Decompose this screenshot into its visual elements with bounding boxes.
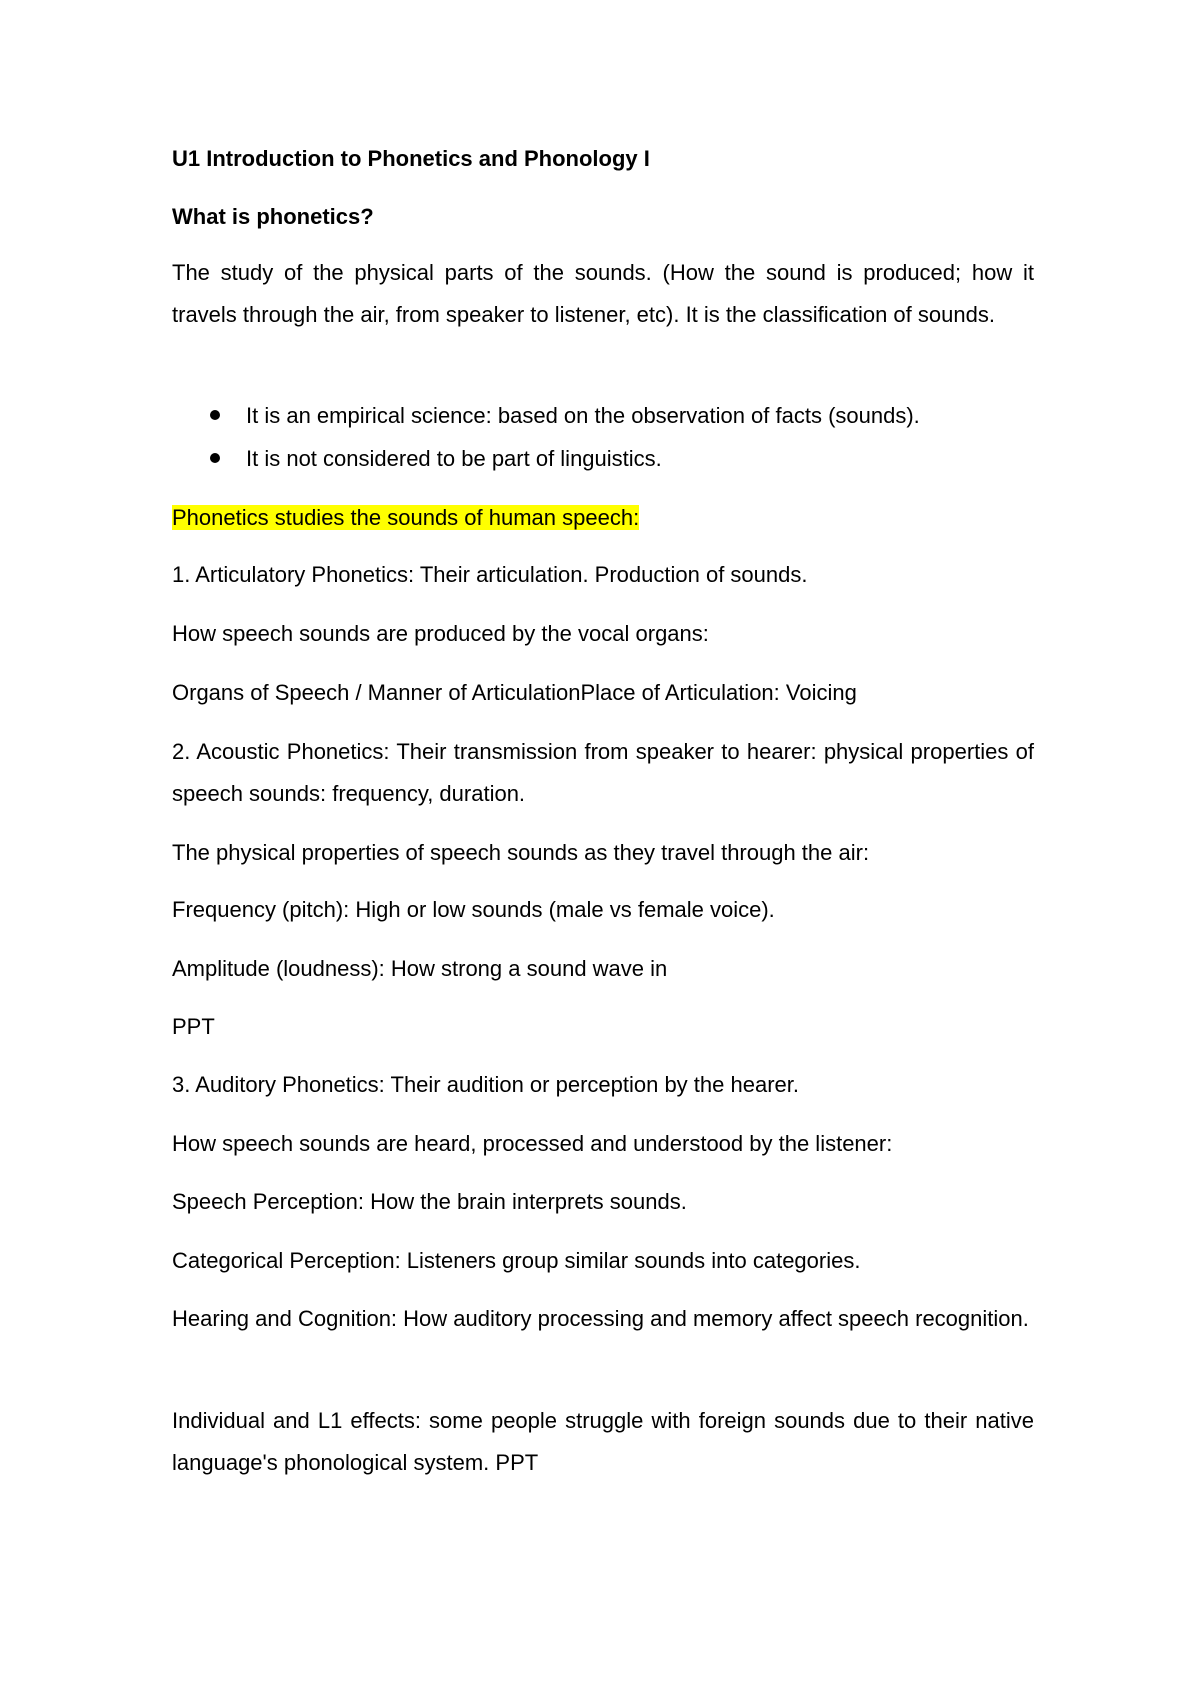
acoustic-line: Frequency (pitch): High or low sounds (male vs female voice).: [172, 897, 775, 922]
acoustic-line: The physical properties of speech sounds as they travel through the air:: [172, 840, 870, 865]
auditory-line: How speech sounds are heard, processed and understood by the listener:: [172, 1131, 893, 1156]
articulatory-line: How speech sounds are produced by the vocal organs:: [172, 621, 709, 646]
highlighted-heading: [172, 497, 1034, 539]
document-title: U1 Introduction to Phonetics and Phonology I: [172, 146, 650, 171]
bullet-text: It is an empirical science: based on the observation of facts (sounds).: [246, 403, 920, 428]
bullet-icon: [210, 410, 220, 420]
acoustic-line: PPT: [172, 1014, 215, 1039]
section-question: What is phonetics?: [172, 204, 374, 229]
acoustic-line: Amplitude (loudness): How strong a sound wave in: [172, 956, 668, 981]
highlight-text: Phonetics studies the sounds of human speech:: [172, 505, 640, 530]
auditory-line: Speech Perception: How the brain interprets sounds.: [172, 1189, 687, 1214]
acoustic-heading: 2. Acoustic Phonetics: Their transmission from speaker to hearer: physical properties of speech sounds: frequency, duration.: [172, 739, 1034, 806]
bullet-icon: [210, 453, 220, 463]
articulatory-heading: 1. Articulatory Phonetics: Their articulation. Production of sounds.: [172, 562, 808, 587]
auditory-paragraph: Individual and L1 effects: some people struggle with foreign sounds due to their native language's phonological system. PPT: [172, 1408, 1034, 1475]
articulatory-line: Organs of Speech / Manner of ArticulationPlace of Articulation: Voicing: [172, 680, 857, 705]
auditory-paragraph: Hearing and Cognition: How auditory processing and memory affect speech recognition.: [172, 1306, 1029, 1331]
intro-paragraph: The study of the physical parts of the sounds. (How the sound is produced; how it travels through the air, from speaker to listener, etc). It is the classification of sounds.: [172, 260, 1034, 327]
auditory-heading: 3. Auditory Phonetics: Their audition or perception by the hearer.: [172, 1072, 799, 1097]
auditory-line: Categorical Perception: Listeners group similar sounds into categories.: [172, 1248, 861, 1273]
bullet-text: It is not considered to be part of linguistics.: [246, 446, 662, 471]
